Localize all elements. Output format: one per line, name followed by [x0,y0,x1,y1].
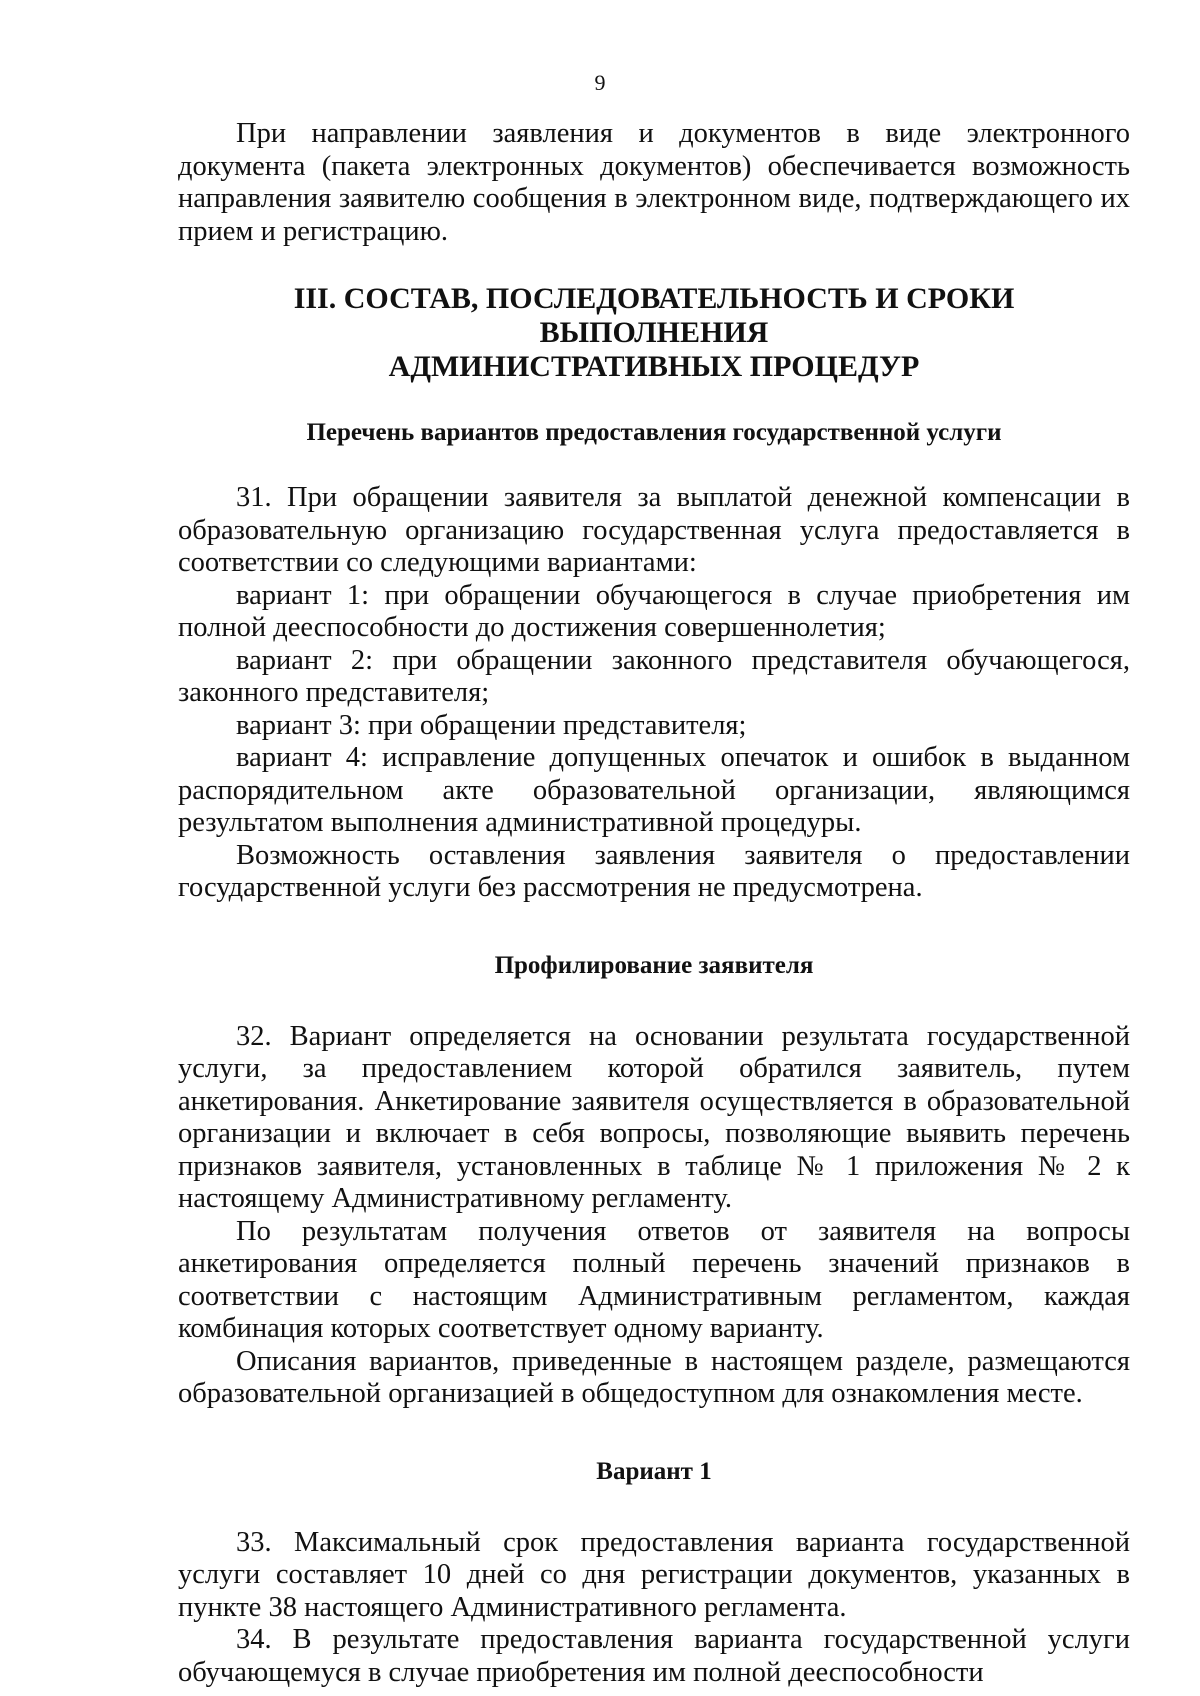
no-leave-paragraph: Возможность оставления заявления заявителя о предоставлении государственной услуги без рассмотрения не предусмотрена. [178,839,1130,903]
answers-paragraph: По результатам получения ответов от заявителя на вопросы анкетирования определяется полный перечень значений признаков в соответствии с настоящим Административным регламентом, каждая комбинация которых соответствует одному варианту. [178,1215,1130,1344]
variant-3-item: вариант 3: при обращении представителя; [236,709,747,741]
document-body [178,118,1130,1689]
paragraph-34: 34. В результате предоставления варианта государственной услуги обучающемуся в случае приобретения им полной дееспособности [178,1624,1130,1688]
intro-paragraph: При направлении заявления и документов в виде электронного документа (пакета электронных документов) обеспечивается возможность направления заявителю сообщения в электронном виде, подтверждающего их прием и регистрацию. [178,118,1130,247]
paragraph-32: 32. Вариант определяется на основании результата государственной услуги, за предоставлением которой обратился заявитель, путем анкетирования. Анкетирование заявителя осуществляется в образовательной организации и включает в себя вопросы, позволяющие выявить перечень признаков заявителя, установленных в таблице № 1 приложения № 2 к настоящему Административному регламенту. [178,1020,1130,1214]
section-title [178,282,1130,384]
page-number: 9 [594,70,606,95]
paragraph-31: 31. При обращении заявителя за выплатой денежной компенсации в образовательную организацию государственная услуга предоставляется в соответствии со следующими вариантами: [178,482,1130,578]
section-title-line-1: III. СОСТАВ, ПОСЛЕДОВАТЕЛЬНОСТЬ И СРОКИ ВЫПОЛНЕНИЯ [293,282,1015,349]
variant-4-item: вариант 4: исправление допущенных опечаток и ошибок в выданном распорядительном акте образовательной организации, являющимся результатом выполнения административной процедуры. [178,742,1130,838]
variant-2-item: вариант 2: при обращении законного представителя обучающегося, законного представителя; [178,644,1130,708]
variant-1-item: вариант 1: при обращении обучающегося в случае приобретения им полной дееспособности до достижения совершеннолетия; [178,579,1130,643]
section-title-line-2: АДМИНИСТРАТИВНЫХ ПРОЦЕДУР [388,350,920,383]
heading-variants-list: Перечень вариантов предоставления государственной услуги [306,419,1002,446]
heading-profiling: Профилирование заявителя [494,951,814,979]
descriptions-paragraph: Описания вариантов, приведенные в настоящем разделе, размещаются образовательной организацией в общедоступном для ознакомления месте. [178,1345,1130,1409]
paragraph-33: 33. Максимальный срок предоставления варианта государственной услуги составляет 10 дней со дня регистрации документов, указанных в пункте 38 настоящего Административного регламента. [178,1526,1130,1623]
heading-variant-1: Вариант 1 [596,1457,712,1485]
